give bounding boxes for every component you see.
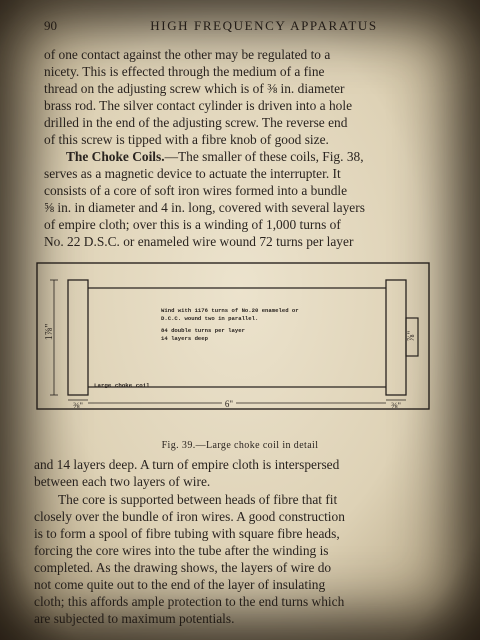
section-first-line [66,148,364,165]
text-line: is to form a spool of fibre tubing with square fibre heads, [34,526,340,541]
left-fibre-head [68,280,88,395]
text-line: are subjected to maximum potentials. [34,611,235,626]
page-number: 90 [44,18,57,33]
winding-note-line: Wind with 1176 turns of No.20 enameled or [161,307,299,314]
height-dimension-label: 1⅞" [44,323,55,341]
text-line: of empire cloth; over this is a winding of 1,000 turns of [44,217,341,232]
text-line: consists of a core of soft iron wires formed into a bundle [44,183,348,198]
text-line: forcing the core wires into the tube after the winding is [34,543,329,558]
text-line: of this screw is tipped with a fibre knob of good size. [44,132,329,147]
section-heading: The Choke Coils. [66,149,165,164]
winding-note-line: 14 layers deep [161,335,208,342]
text-line: drilled in the end of the adjusting screw. The reverse end [44,115,348,130]
right-fibre-head [386,280,406,395]
text-line: cloth; this affords ample protection to the end turns which [34,594,345,609]
choke-coil-figure [36,262,430,410]
text-line: brass rod. The silver contact cylinder is driven into a hole [44,98,353,113]
text-line: not come quite out to the end of the layer of insulating [34,577,326,592]
figure-inner-label: Large choke coil [94,382,150,389]
text-line: of one contact against the other may be regulated to a [44,47,331,62]
text-line: closely over the bundle of iron wires. A good construction [34,509,345,524]
text-line: thread on the adjusting screw which is of ⅜ in. diameter [44,81,345,96]
running-title: HIGH FREQUENCY APPARATUS [150,18,378,33]
text-line: completed. As the drawing shows, the layers of wire do [34,560,332,575]
right-head-dimension-label: ⅜" [391,400,401,410]
text-line: and 14 layers deep. A turn of empire cloth is interspersed [34,457,340,472]
text-line: The core is supported between heads of fibre that fit [58,492,338,507]
text-line: between each two layers of wire. [34,474,211,489]
core-dimension-label: ⅞" [406,330,416,342]
section-first-line-text: —The smaller of these coils, Fig. 38, [164,149,364,164]
figure-caption: Fig. 39.—Large choke coil in detail [161,440,319,451]
winding-note-line: 84 double turns per layer [161,327,245,334]
winding-note-line: D.C.C. wound two in parallel. [161,315,259,322]
text-line: nicety. This is effected through the medium of a fine [44,64,325,79]
text-line: No. 22 D.S.C. or enameled wire wound 72 turns per layer [44,234,354,249]
text-line: ⅝ in. in diameter and 4 in. long, covered with several layers [44,200,365,215]
text-line: serves as a magnetic device to actuate the interrupter. It [44,166,341,181]
page-header [44,18,444,38]
left-head-dimension-label: ⅜" [73,400,83,410]
length-dimension-label: 6" [224,399,234,409]
